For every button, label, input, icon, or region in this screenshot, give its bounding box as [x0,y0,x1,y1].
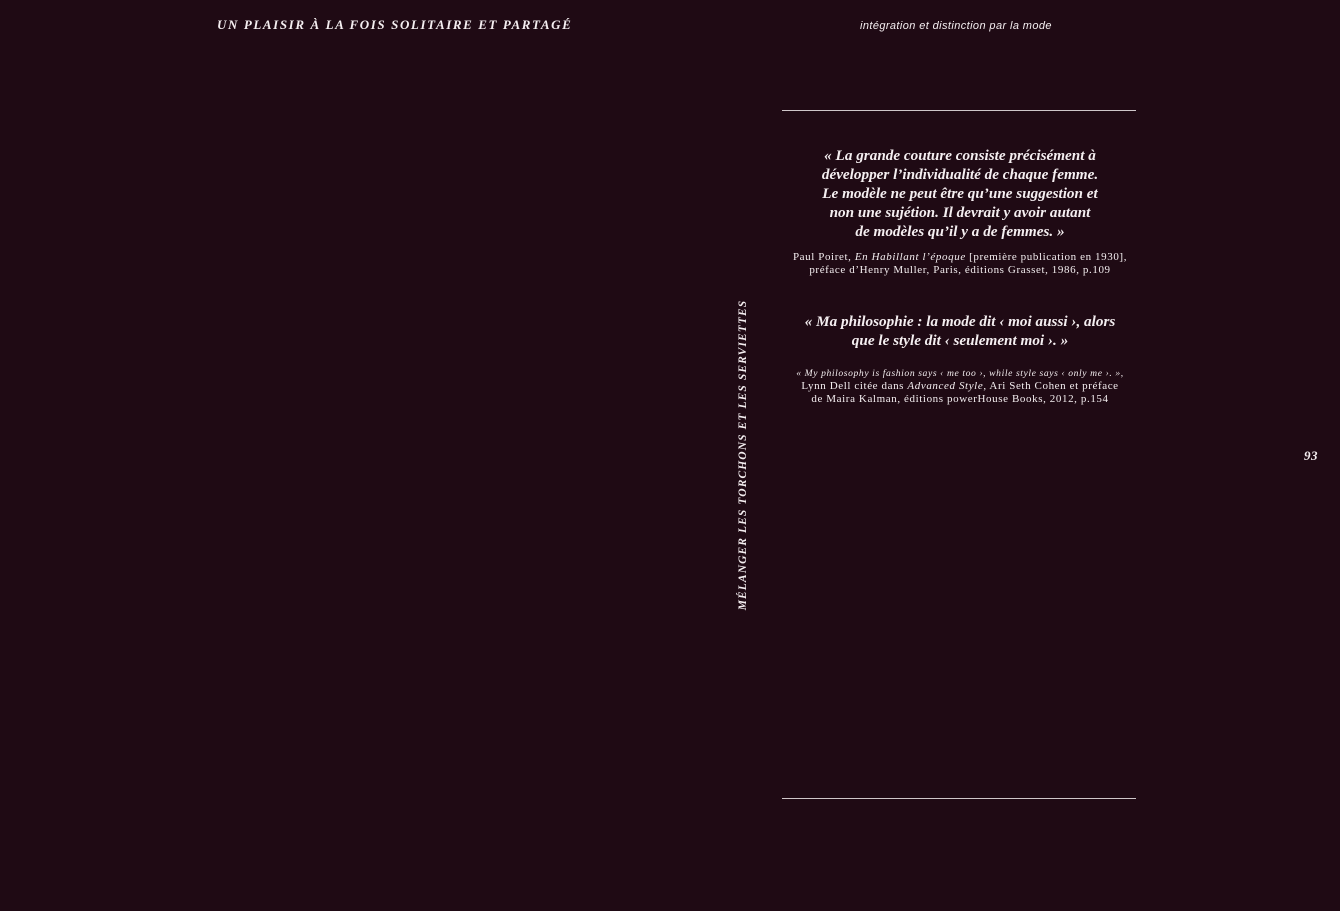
source-book-title: Advanced Style [907,380,984,392]
quote-source [772,251,1148,277]
quote-line: de modèles qu’il y a de femmes. » [855,223,1065,240]
right-running-head: intégration et distinction par la mode [860,20,1052,32]
source-author: Paul Poiret, [792,251,855,263]
page-number: 93 [1304,448,1318,463]
quote-line: « La grande couture consiste précisément à [824,147,1096,164]
quote-line: que le style dit ‹ seulement moi ›. » [851,332,1069,349]
quote-text [772,312,1148,350]
source-line: préface d’Henry Muller, Paris, éditions Grasset, 1986, p.109 [809,264,1111,276]
top-divider-rule [782,110,1136,111]
source-line [772,251,1148,264]
source-author: Lynn Dell citée dans [801,380,908,392]
quote-line: « Ma philosophie : la mode dit ‹ moi aussi ›, alors [804,313,1116,330]
source-line: de Maira Kalman, éditions powerHouse Books, 2012, p.154 [811,393,1109,405]
left-running-head: UN PLAISIR À LA FOIS SOLITAIRE ET PARTAGÉ [217,17,573,32]
source-line [772,367,1148,380]
source-detail: [première publication en 1930], [965,251,1128,263]
source-line [772,380,1148,393]
quote-line: Le modèle ne peut être qu’une suggestion et [822,185,1098,202]
quote-line: non une sujétion. Il devrait y avoir autant [829,204,1091,221]
quote-block-lynn-dell [772,312,1148,406]
bottom-divider-rule [782,798,1136,799]
source-punctuation: , [1120,368,1124,379]
source-book-title: En Habillant l’époque [854,251,966,263]
vertical-chapter-title: MÉLANGER LES TORCHONS ET LES SERVIETTES [737,299,749,611]
quote-block-poiret [772,146,1148,277]
quote-text [772,146,1148,241]
source-detail: , Ari Seth Cohen et préface [983,380,1119,392]
source-original-quote: « My philosophy is fashion says ‹ me too ›, while style says ‹ only me ›. » [796,368,1121,379]
quote-line: développer l’individualité de chaque femme. [821,166,1099,183]
quote-source [772,367,1148,406]
